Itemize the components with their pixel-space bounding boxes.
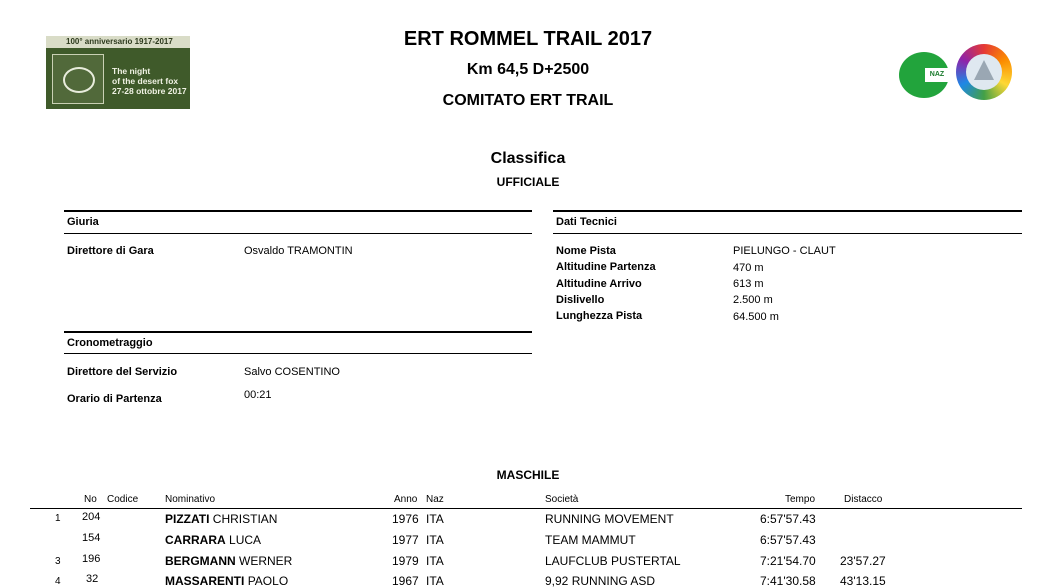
divider	[553, 233, 1022, 234]
gap: 43'13.15	[840, 574, 886, 588]
dati-tecnici-heading: Dati Tecnici	[556, 216, 617, 228]
athlete-name	[165, 574, 288, 588]
ana-logo-text: NAZ	[925, 68, 949, 82]
athlete-surname: PIZZATI	[165, 512, 210, 526]
committee-name: COMITATO ERT TRAIL	[442, 92, 614, 109]
cronometraggio-label: Direttore del Servizio	[67, 366, 178, 378]
rank: 3	[55, 556, 61, 567]
bib-number: 204	[82, 511, 101, 523]
club: 9,92 RUNNING ASD	[545, 574, 656, 588]
dati-label: Altitudine Partenza	[556, 261, 656, 273]
column-header-anno: Anno	[394, 494, 418, 505]
club: LAUFCLUB PUSTERTAL	[545, 554, 681, 568]
column-header-nominativo: Nominativo	[165, 494, 216, 505]
event-logo	[46, 36, 190, 109]
page-title: ERT ROMMEL TRAIL 2017	[403, 28, 653, 50]
cronometraggio-label: Orario di Partenza	[67, 393, 162, 405]
nationality: ITA	[426, 512, 444, 526]
table-row	[0, 533, 1058, 553]
club: TEAM MAMMUT	[545, 533, 636, 547]
divider	[30, 508, 1022, 509]
birth-year: 1976	[392, 512, 419, 526]
rainbow-mountain-logo-icon	[956, 44, 1012, 100]
athlete-name	[165, 533, 261, 547]
column-header-codice: Codice	[107, 494, 139, 505]
rank: 4	[55, 576, 61, 587]
fox-logo-icon	[52, 54, 104, 104]
category-heading: MASCHILE	[496, 468, 560, 482]
ana-logo-icon	[899, 52, 949, 98]
club: RUNNING MOVEMENT	[545, 512, 674, 526]
athlete-name	[165, 554, 292, 568]
dati-value: 470 m	[733, 262, 764, 274]
dati-value: PIELUNGO - CLAUT	[733, 245, 836, 257]
athlete-surname: BERGMANN	[165, 554, 236, 568]
logo-line: 27-28 ottobre 2017	[112, 86, 187, 96]
finish-time: 6:57'57.43	[760, 512, 816, 526]
table-row	[0, 554, 1058, 574]
column-header-distacco: Distacco	[844, 494, 883, 505]
dati-label: Dislivello	[556, 294, 605, 306]
giuria-value: Osvaldo TRAMONTIN	[244, 245, 353, 257]
athlete-firstname: WERNER	[239, 554, 293, 568]
table-row	[0, 573, 1058, 588]
divider	[64, 353, 532, 354]
giuria-heading: Giuria	[67, 216, 99, 228]
bib-number: 154	[82, 532, 101, 544]
athlete-firstname: CHRISTIAN	[212, 512, 278, 526]
divider	[64, 210, 532, 212]
classifica-subtitle: UFFICIALE	[496, 175, 560, 189]
dati-value: 64.500 m	[733, 311, 779, 323]
dati-label: Lunghezza Pista	[556, 310, 643, 322]
nationality: ITA	[426, 574, 444, 588]
dati-value: 613 m	[733, 278, 764, 290]
cronometraggio-value: Salvo COSENTINO	[244, 366, 340, 378]
finish-time: 6:57'57.43	[760, 533, 816, 547]
cronometraggio-heading: Cronometraggio	[67, 337, 153, 349]
logo-strip	[46, 36, 190, 48]
cronometraggio-value: 00:21	[244, 389, 272, 401]
birth-year: 1979	[392, 554, 419, 568]
finish-time: 7:41'30.58	[760, 574, 816, 588]
column-header-no: No	[84, 494, 97, 505]
finish-time: 7:21'54.70	[760, 554, 816, 568]
race-distance: Km 64,5 D+2500	[466, 61, 590, 78]
giuria-label: Direttore di Gara	[67, 245, 154, 257]
nationality: ITA	[426, 554, 444, 568]
logo-strip-text: 100° anniversario 1917-2017	[66, 37, 173, 46]
dati-label: Nome Pista	[556, 245, 616, 257]
birth-year: 1967	[392, 574, 419, 588]
dati-value: 2.500 m	[733, 294, 773, 306]
bib-number: 196	[82, 553, 101, 565]
dati-label: Altitudine Arrivo	[556, 278, 642, 290]
birth-year: 1977	[392, 533, 419, 547]
rank: 1	[55, 513, 61, 524]
logo-text	[112, 66, 187, 96]
bib-number: 32	[86, 573, 99, 585]
logo-line: The night	[112, 66, 151, 76]
athlete-firstname: PAOLO	[247, 574, 289, 588]
divider	[64, 331, 532, 333]
logo-line: of the desert fox	[112, 76, 179, 86]
classifica-title: Classifica	[490, 150, 566, 167]
divider	[64, 233, 532, 234]
divider	[553, 210, 1022, 212]
column-header-tempo: Tempo	[785, 494, 816, 505]
athlete-firstname: LUCA	[229, 533, 262, 547]
athlete-surname: MASSARENTI	[165, 574, 245, 588]
gap: 23'57.27	[840, 554, 886, 568]
column-header-naz: Naz	[426, 494, 444, 505]
athlete-surname: CARRARA	[165, 533, 226, 547]
table-row	[0, 512, 1058, 532]
column-header-societa: Società	[545, 494, 579, 505]
nationality: ITA	[426, 533, 444, 547]
athlete-name	[165, 512, 277, 526]
